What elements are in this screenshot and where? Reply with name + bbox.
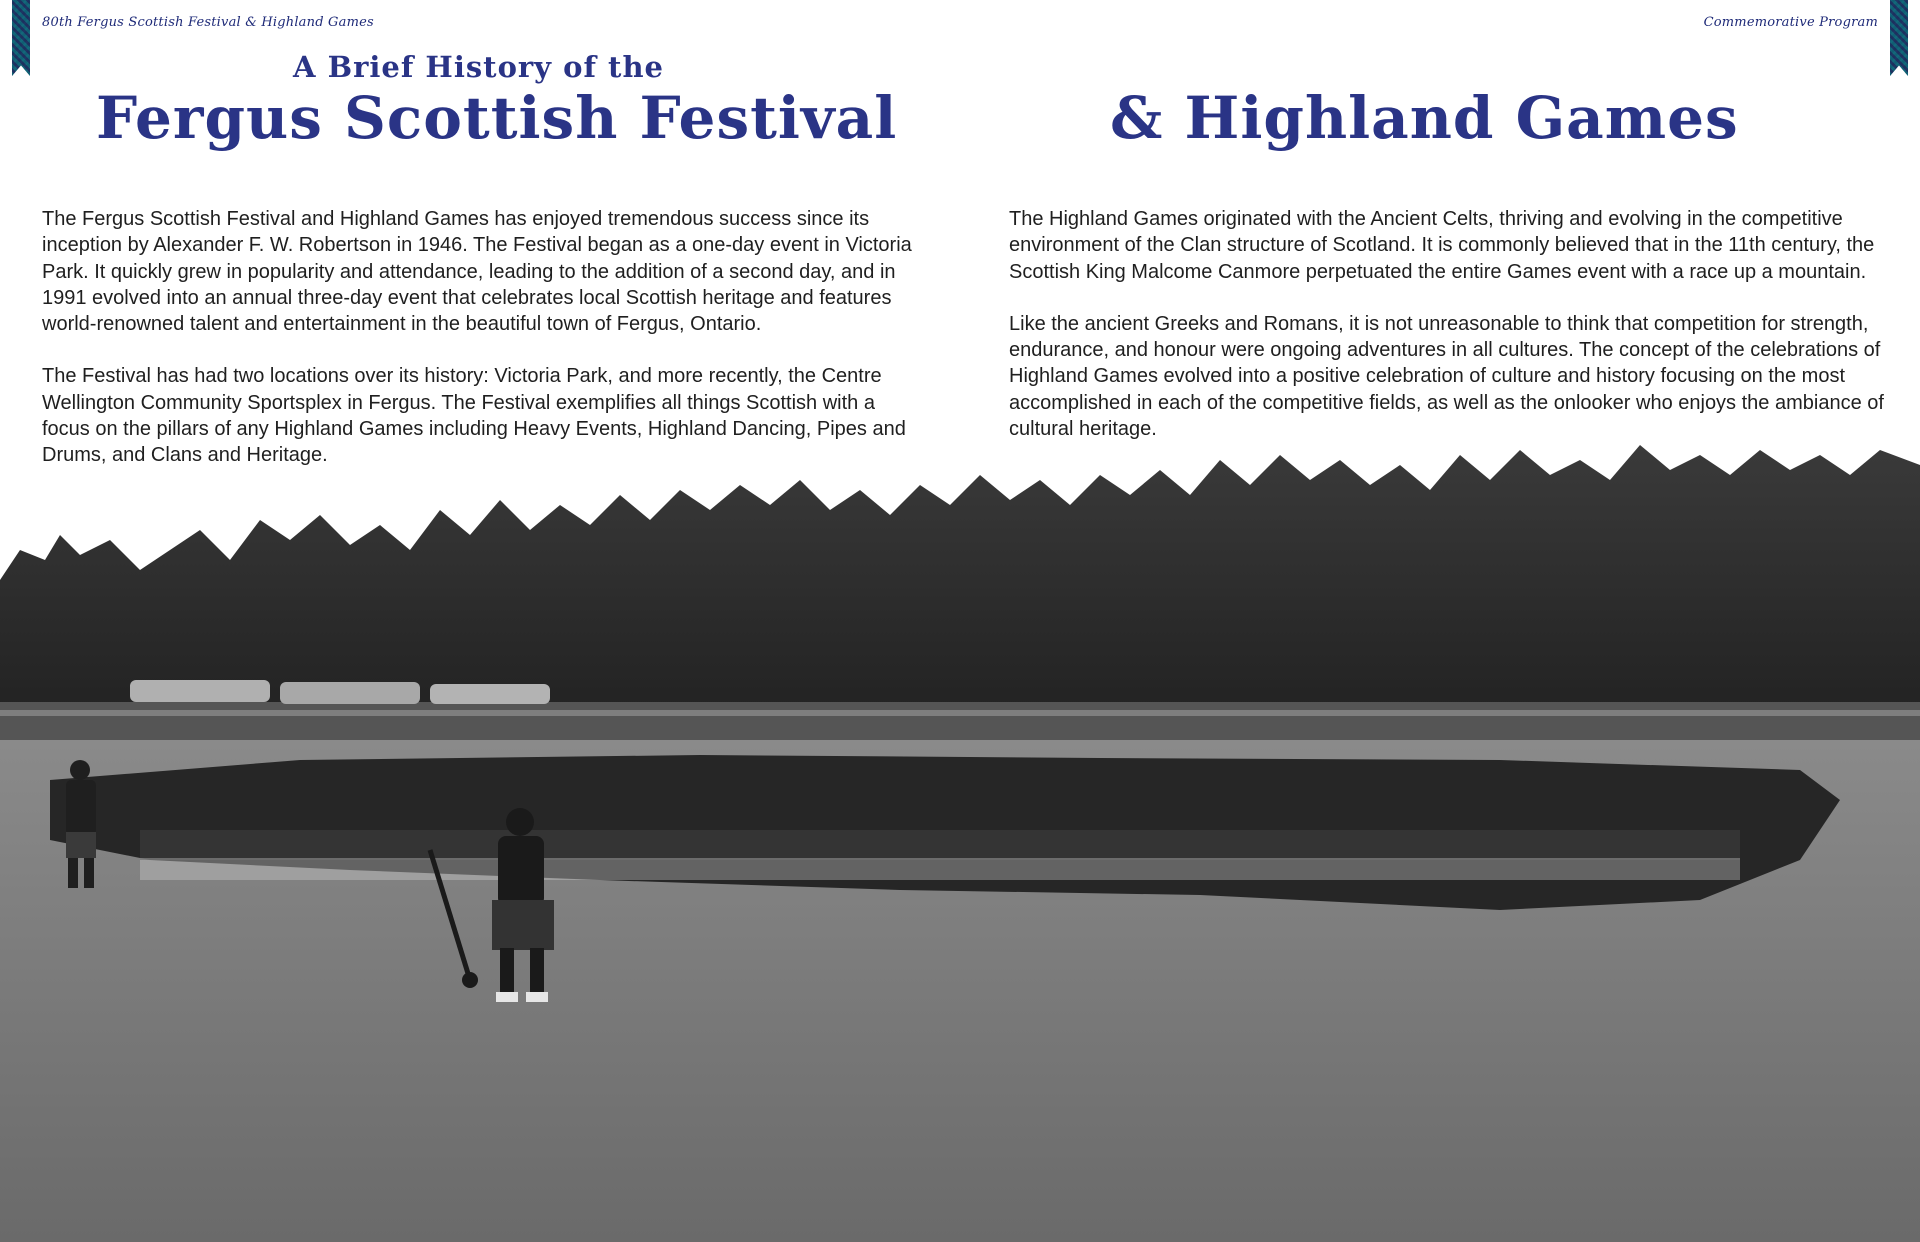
historic-pipe-band-photo <box>0 440 1920 1242</box>
tartan-ribbon-icon <box>1890 0 1908 76</box>
paragraph: The Festival has had two locations over its history: Victoria Park, and more recently, the Centre Wellington Community Sportsplex in Fergus. The Festival exemplifies all things Scottish with a focus on the pillars of any Highland Games including Heavy Events, Highland Dancing, Pipes and Drums, and Clans and Heritage. <box>42 365 906 467</box>
paragraph: Like the ancient Greeks and Romans, it is not unreasonable to think that competition for strength, endurance, and honour were ongoing adventures in all cultures. The concept of the celebrations of Highland Games evolved into a positive celebration of culture and history focusing on the most accomplished in each of the competitive fields, as well as the onlooker who enjoys the ambiance of cultural heritage. <box>1009 312 1884 441</box>
bus <box>280 682 420 704</box>
spectator-line <box>0 702 1920 742</box>
title-right: & Highland Games <box>1110 84 1739 152</box>
bus <box>430 684 550 704</box>
title-subtitle: A Brief History of the <box>293 50 664 84</box>
title-left: Fergus Scottish Festival <box>96 84 898 152</box>
bus <box>130 680 270 702</box>
right-column-text <box>1009 206 1889 468</box>
tartan-ribbon-icon <box>12 0 30 76</box>
running-head-left: 80th Fergus Scottish Festival & Highland Games <box>42 15 374 30</box>
running-head-right: Commemorative Program <box>1703 15 1878 30</box>
paragraph: The Highland Games originated with the Ancient Celts, thriving and evolving in the competitive environment of the Clan structure of Scotland. It is commonly believed that in the 11th century, the Scottish King Malcome Canmore perpetuated the entire Games event with a race up a mountain. <box>1009 208 1875 283</box>
paragraph: The Fergus Scottish Festival and Highland Games has enjoyed tremendous success since its inception by Alexander F. W. Robertson in 1946. The Festival began as a one-day event in Victoria Park. It quickly grew in popularity and attendance, leading to the addition of a second day, and in 1991 evolved into an annual three-day event that celebrates local Scottish heritage and features world-renowned talent and entertainment in the beautiful town of Fergus, Ontario. <box>42 208 912 336</box>
